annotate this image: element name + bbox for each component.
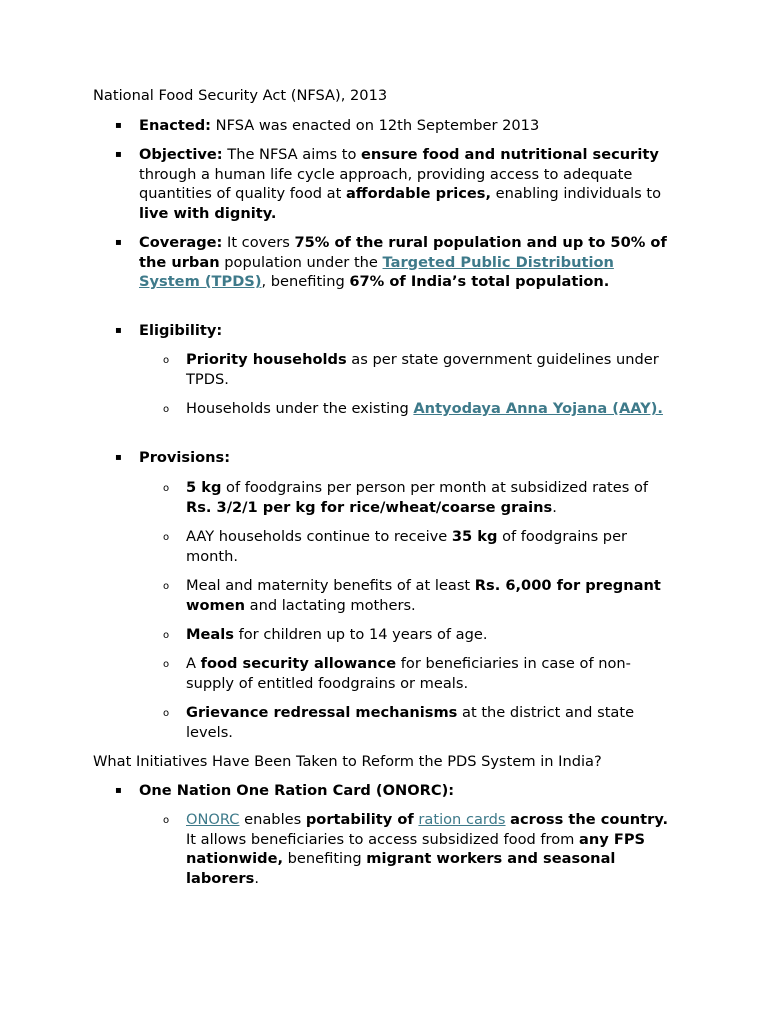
item-text: as per state government guidelines under TPDS. — [186, 351, 659, 388]
item-bold: 67% of India’s total population. — [349, 273, 610, 291]
sub-item-priority-households — [163, 350, 676, 389]
item-bold: affordable prices, — [345, 185, 491, 203]
list-item-provisions — [115, 448, 679, 468]
item-bold: Grievance redressal mechanisms — [186, 704, 458, 721]
item-text: at the district and state levels. — [186, 704, 635, 741]
item-bold: ensure food and nutritional security — [361, 146, 659, 163]
item-label: Eligibility: — [139, 322, 223, 339]
sub-item-aay-35kg — [163, 527, 676, 566]
item-bold: Rs. 6,000 for pregnant women — [186, 577, 661, 614]
item-bold: Meals — [186, 626, 234, 643]
aay-link[interactable]: Antyodaya Anna Yojana (AAY). — [413, 400, 663, 417]
item-bold: 5 kg — [186, 479, 222, 496]
list-item-onorc — [115, 781, 679, 801]
item-text: The NFSA aims to — [222, 146, 362, 163]
tpds-link[interactable]: Targeted Public Distribution System (TPDS) — [139, 253, 614, 291]
item-text: It covers — [222, 234, 295, 251]
item-bold: across the country. — [510, 811, 669, 828]
item-bold: migrant workers and seasonal laborers — [186, 850, 616, 887]
item-text: for children up to 14 years of age. — [233, 626, 488, 643]
item-label: Coverage: — [139, 234, 223, 251]
item-text: , benefiting — [261, 273, 350, 291]
sub-item-grievance-redressal — [163, 703, 676, 742]
item-text: Meal and maternity benefits of at least — [186, 577, 475, 594]
circle-marker: o — [163, 355, 170, 366]
item-bold: Priority households — [186, 351, 347, 368]
sub-item-foodgrains — [163, 478, 676, 517]
item-text: enabling individuals to — [491, 185, 662, 203]
circle-marker: o — [163, 815, 170, 826]
item-label: One Nation One Ration Card (ONORC): — [139, 782, 455, 799]
item-bold: portability of — [305, 811, 414, 828]
sub-item-meals — [163, 625, 676, 645]
bullet-marker: ▪ — [115, 325, 122, 336]
list-item-coverage — [115, 233, 679, 292]
circle-marker: o — [163, 483, 170, 494]
item-bold: 35 kg — [451, 528, 498, 545]
item-text: through a human life cycle approach, providing access to adequate quantities of quality food at — [139, 165, 633, 203]
item-text: It allows beneficiaries to access subsidized food from — [186, 830, 580, 848]
circle-marker: o — [163, 630, 170, 641]
bullet-marker: ▪ — [115, 120, 122, 131]
item-text: NFSA was enacted on 12th September 2013 — [211, 117, 540, 134]
item-label: Enacted: — [139, 117, 212, 134]
bullet-marker: ▪ — [115, 785, 122, 796]
circle-marker: o — [163, 404, 170, 415]
item-text: . — [254, 869, 259, 887]
item-text: of foodgrains per person per month at subsidized rates of — [221, 479, 649, 496]
item-bold: live with dignity. — [139, 204, 277, 222]
ration-cards-link[interactable]: ration cards — [418, 811, 506, 828]
item-label: Objective: — [139, 146, 223, 163]
item-text: for beneficiaries in case of non-supply of entitled foodgrains or meals. — [186, 655, 631, 692]
onorc-link[interactable]: ONORC — [186, 811, 240, 828]
sub-item-onorc-portability — [163, 810, 676, 888]
circle-marker: o — [163, 708, 170, 719]
section-heading-pds-reform: What Initiatives Have Been Taken to Reform the PDS System in India? — [93, 753, 602, 770]
item-bold: food security allowance — [200, 655, 397, 672]
sub-item-maternity-benefits — [163, 576, 676, 615]
item-bold: Rs. 3/2/1 per kg for rice/wheat/coarse grains — [186, 498, 553, 516]
section-heading-nfsa: National Food Security Act (NFSA), 2013 — [93, 87, 388, 104]
item-text: benefiting — [283, 850, 367, 868]
circle-marker: o — [163, 581, 170, 592]
item-bold: any FPS nationwide, — [186, 830, 646, 868]
item-text: population under the — [219, 253, 383, 271]
bullet-marker: ▪ — [115, 149, 122, 160]
sub-item-aay-households — [163, 399, 676, 419]
item-label: Provisions: — [139, 449, 231, 466]
bullet-marker: ▪ — [115, 452, 122, 463]
bullet-marker: ▪ — [115, 237, 122, 248]
list-item-enacted — [115, 116, 679, 136]
circle-marker: o — [163, 532, 170, 543]
item-text: and lactating mothers. — [245, 596, 416, 614]
list-item-eligibility — [115, 321, 679, 341]
list-item-objective — [115, 145, 679, 223]
item-text: AAY households continue to receive — [186, 528, 452, 545]
item-text: of foodgrains per month. — [186, 528, 628, 565]
item-text: . — [552, 498, 557, 516]
item-text: Households under the existing — [186, 400, 414, 417]
item-text: A — [186, 655, 201, 672]
sub-item-food-security-allowance — [163, 654, 676, 693]
item-bold: 75% of the rural population and up to 50% of the urban — [139, 234, 667, 271]
circle-marker: o — [163, 659, 170, 670]
item-text: enables — [239, 811, 306, 828]
